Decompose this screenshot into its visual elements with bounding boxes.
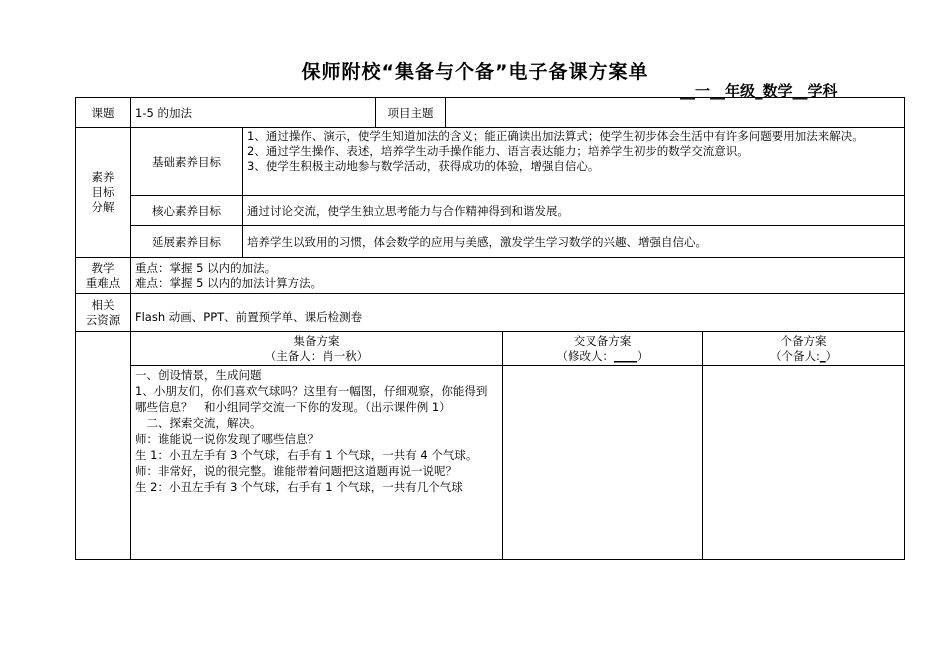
topic-label: 课题 bbox=[76, 98, 131, 128]
plan-line: 二、探索交流，解决。 bbox=[135, 416, 262, 430]
plan-line: 1、小朋友们，你们喜欢气球吗？这里有一幅图，仔细观察，你能得到哪些信息？ 和小组同学交流一下你的发现。（出示课件例 1） bbox=[135, 384, 488, 414]
goals-section-label bbox=[76, 128, 131, 258]
resources-label-line: 云资源 bbox=[85, 312, 121, 327]
resources-content: Flash 动画、PPT、前置预学单、课后检测卷 bbox=[131, 294, 905, 332]
individual-plan-title: 个备方案 bbox=[780, 333, 827, 348]
basic-goal-content bbox=[243, 128, 905, 196]
grade-value: __一__ bbox=[680, 82, 726, 100]
page-title: 保师附校“集备与个备”电子备课方案单 bbox=[301, 61, 649, 83]
key-points-row bbox=[76, 258, 905, 294]
basic-goal-row bbox=[76, 128, 905, 196]
basic-goal-line: 3、使学生积极主动地参与数学活动，获得成功的体验，增强自信心。 bbox=[247, 159, 600, 173]
core-goal-label: 核心素养目标 bbox=[131, 196, 243, 226]
plan-line: 师：非常好，说的很完整。谁能带着问题把这道题再说一说呢？ bbox=[135, 464, 457, 478]
extend-goal-content: 培养学生以致用的习惯，体会数学的应用与美感，激发学生学习数学的兴趣、增强自信心。 bbox=[243, 226, 905, 258]
plan-line: 生 2：小丑左手有 3 个气球，右手有 1 个气球，一共有几个气球 bbox=[135, 480, 463, 494]
cross-plan-header bbox=[503, 332, 703, 366]
resources-row bbox=[76, 294, 905, 332]
resources-label-line: 相关 bbox=[91, 297, 115, 312]
goals-label-line: 目标 bbox=[91, 185, 115, 199]
collective-plan-header bbox=[131, 332, 503, 366]
key-points-label-line: 教学 bbox=[91, 260, 115, 275]
extend-goal-label: 延展素养目标 bbox=[131, 226, 243, 258]
plans-content-row bbox=[76, 366, 905, 560]
plan-line: 师：谁能说一说你发现了哪些信息？ bbox=[135, 432, 319, 446]
basic-goal-line: 1、通过操作、演示，使学生知道加法的含义；能正确读出加法算式；使学生初步体会生活中有许多问题要用加法来解决。 bbox=[247, 129, 864, 143]
cross-plan-content bbox=[503, 366, 703, 560]
topic-row bbox=[76, 98, 905, 128]
plan-line: 一、创设情景，生成问题 bbox=[135, 368, 262, 382]
key-points-content bbox=[131, 258, 905, 294]
grade-label: 年级 bbox=[725, 82, 756, 100]
collective-plan-title: 集备方案 bbox=[293, 333, 340, 348]
collective-plan-content bbox=[131, 366, 503, 560]
difficulty-text: 难点：掌握 5 以内的加法计算方法。 bbox=[135, 275, 323, 290]
lesson-plan-table bbox=[75, 97, 905, 560]
focus-text: 重点：掌握 5 以内的加法。 bbox=[135, 260, 277, 275]
extend-goal-row bbox=[76, 226, 905, 258]
topic-value: 1-5 的加法 bbox=[131, 98, 376, 128]
basic-goal-line: 2、通过学生操作、表述，培养学生动手操作能力、语言表达能力；培养学生初步的数学交流意识。 bbox=[247, 144, 749, 158]
resources-label bbox=[76, 294, 131, 332]
subject-label: 学科 bbox=[807, 82, 838, 100]
key-points-label bbox=[76, 258, 131, 294]
subject-value: _数学__ bbox=[755, 82, 808, 100]
goals-label-line: 素养 bbox=[91, 170, 115, 184]
collective-plan-author: （主备人：肖一秋） bbox=[264, 348, 369, 363]
plans-header-row bbox=[76, 332, 905, 366]
individual-plan-header bbox=[703, 332, 905, 366]
cross-plan-editor: （修改人：____） bbox=[556, 348, 649, 363]
project-label: 项目主题 bbox=[376, 98, 446, 128]
plans-left-blank bbox=[76, 332, 131, 560]
plan-line: 生 1：小丑左手有 3 个气球，右手有 1 个气球，一共有 4 个气球。 bbox=[135, 448, 478, 462]
core-goal-content: 通过讨论交流，使学生独立思考能力与合作精神得到和谐发展。 bbox=[243, 196, 905, 226]
individual-plan-author: （个备人:_） bbox=[769, 348, 838, 363]
core-goal-row bbox=[76, 196, 905, 226]
cross-plan-title: 交叉备方案 bbox=[573, 333, 632, 348]
project-value bbox=[446, 98, 905, 128]
basic-goal-label: 基础素养目标 bbox=[131, 128, 243, 196]
individual-plan-content bbox=[703, 366, 905, 560]
key-points-label-line: 重难点 bbox=[85, 275, 121, 290]
goals-label-line: 分解 bbox=[91, 200, 115, 214]
